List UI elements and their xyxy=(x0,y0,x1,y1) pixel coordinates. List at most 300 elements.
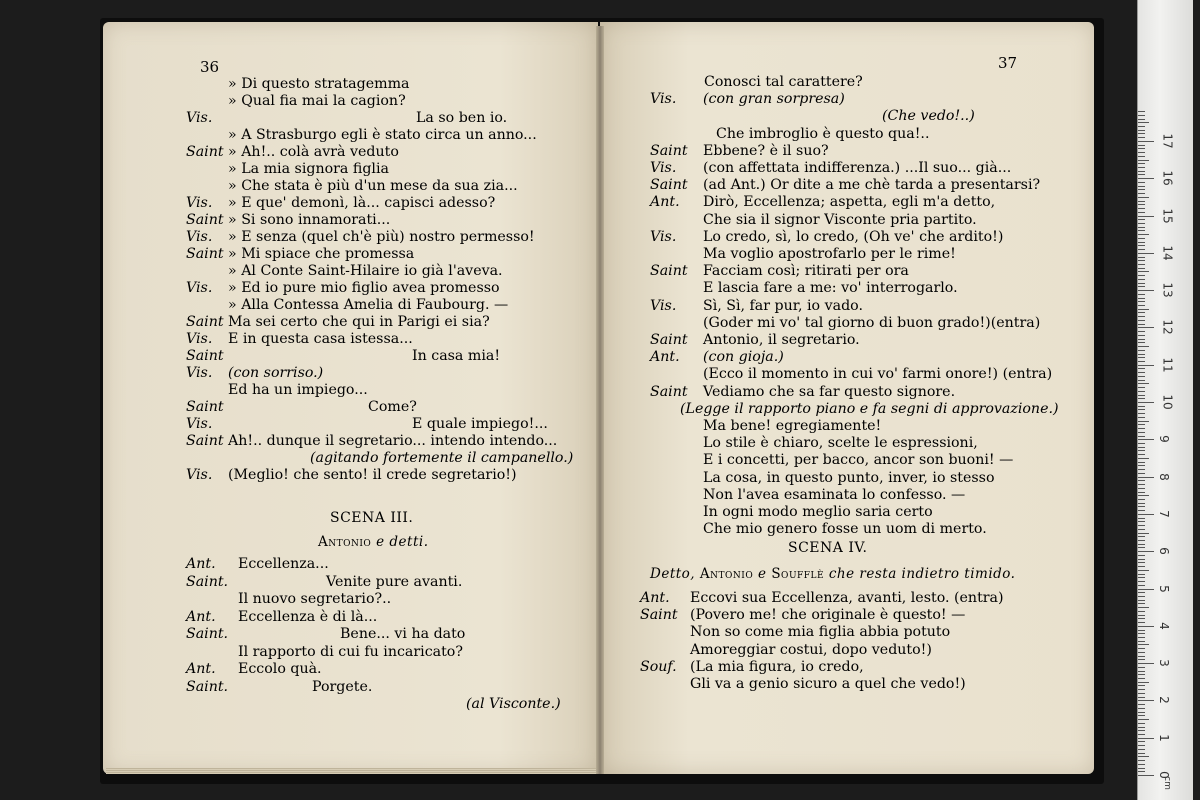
dialogue-line: » Ed io pure mio figlio avea promesso xyxy=(228,280,500,296)
ruler-tick xyxy=(1138,503,1145,504)
ruler-tick xyxy=(1138,242,1145,243)
ruler-tick xyxy=(1138,585,1145,586)
dialogue-line: » E que' demonì, là... capisci adesso? xyxy=(228,195,496,211)
ruler-tick xyxy=(1138,514,1154,515)
ruler-tick xyxy=(1138,294,1145,295)
dialogue-line: » Ah!.. colà avrà veduto xyxy=(228,144,399,160)
ruler-tick xyxy=(1138,663,1154,664)
speaker-label: Vis. xyxy=(186,229,213,245)
dialogue-line: Che imbroglio è questo qua!.. xyxy=(716,125,930,142)
ruler-tick xyxy=(1138,749,1145,750)
ruler-tick xyxy=(1138,160,1149,161)
speaker-label: Vis. xyxy=(650,297,677,314)
dialogue-line: Ebbene? è il suo? xyxy=(703,142,829,159)
ruler-tick xyxy=(1138,495,1149,496)
dialogue-line: In ogni modo meglio saria certo xyxy=(703,504,933,520)
ruler-tick xyxy=(1138,234,1149,235)
ruler-tick xyxy=(1138,596,1145,597)
ruler-tick xyxy=(1138,122,1149,123)
ruler-label: 7 xyxy=(1156,510,1171,518)
ruler-tick xyxy=(1138,715,1145,716)
ruler-tick xyxy=(1138,589,1154,590)
ruler-tick xyxy=(1138,421,1149,422)
dialogue-line: Non so come mia figlia abbia potuto xyxy=(690,624,951,641)
ruler-tick xyxy=(1138,387,1145,388)
ruler-tick xyxy=(1138,216,1154,217)
ruler-tick xyxy=(1138,283,1145,284)
ruler-tick xyxy=(1138,137,1145,138)
dialogue-line: (con gioja.) xyxy=(703,349,784,366)
ruler-tick xyxy=(1138,357,1145,358)
ruler-tick xyxy=(1138,551,1154,552)
cast-e: e xyxy=(758,566,767,582)
ruler-tick xyxy=(1138,350,1145,351)
ruler-tick xyxy=(1138,626,1154,627)
ruler-tick xyxy=(1138,413,1145,414)
speaker-label: Saint xyxy=(186,144,224,160)
cast-antonio: Antonio xyxy=(318,534,372,550)
ruler-tick xyxy=(1138,376,1145,377)
ruler-tick xyxy=(1138,462,1145,463)
ruler-tick xyxy=(1138,133,1145,134)
dialogue-line: » Qual fia mai la cagion? xyxy=(228,93,406,109)
ruler-tick xyxy=(1138,641,1145,642)
ruler-tick xyxy=(1138,540,1145,541)
ruler-tick xyxy=(1138,119,1145,120)
cast-detto: Detto, xyxy=(650,566,696,582)
dialogue-line: Dirò, Eccellenza; aspetta, egli m'a detto, xyxy=(703,194,996,211)
dialogue-line: (Meglio! che sento! il crede segretario!) xyxy=(228,467,517,483)
speaker-label: Souf. xyxy=(640,658,677,675)
dialogue-line: (Povero me! che originale è questo! — xyxy=(690,607,966,624)
ruler-tick xyxy=(1138,764,1145,765)
ruler-tick xyxy=(1138,391,1145,392)
ruler-tick xyxy=(1138,197,1149,198)
ruler-tick xyxy=(1138,279,1145,280)
cast-detti: e detti. xyxy=(376,534,429,550)
ruler-tick xyxy=(1138,734,1145,735)
ruler-tick xyxy=(1138,630,1145,631)
dialogue-line: » Che stata è più d'un mese da sua zia... xyxy=(228,178,518,194)
cast-antonio-r: Antonio xyxy=(699,566,754,582)
ruler-tick xyxy=(1138,488,1145,489)
ruler-tick xyxy=(1138,201,1145,202)
ruler-tick xyxy=(1138,130,1145,131)
dialogue-line: E lascia fare a me: vo' interrogarlo. xyxy=(703,280,958,297)
dialogue-line: Bene... vi ha dato xyxy=(340,626,466,642)
speaker-label: Saint xyxy=(186,246,224,262)
ruler-tick xyxy=(1138,417,1145,418)
dialogue-line: Ed ha un impiego... xyxy=(228,382,368,398)
ruler-tick xyxy=(1138,316,1145,317)
dialogue-line: Antonio, il segretario. xyxy=(703,332,860,348)
ruler-tick xyxy=(1138,659,1145,660)
ruler-tick xyxy=(1138,615,1145,616)
scene-title-left: SCENA III. xyxy=(330,510,414,526)
ruler-tick xyxy=(1138,450,1145,451)
speaker-label: Saint xyxy=(650,332,688,348)
ruler-tick xyxy=(1138,518,1145,519)
speaker-label: Vis. xyxy=(650,160,677,176)
ruler-tick xyxy=(1138,689,1145,690)
dialogue-line: » Al Conte Saint-Hilaire io già l'aveva. xyxy=(228,263,503,279)
dialogue-line: Come? xyxy=(368,399,417,415)
ruler-tick xyxy=(1138,771,1145,772)
ruler-tick xyxy=(1138,693,1145,694)
dialogue-line: (agitando fortemente il campanello.) xyxy=(310,450,574,466)
ruler-tick xyxy=(1138,320,1145,321)
dialogue-line: » E senza (quel ch'è più) nostro permesso! xyxy=(228,229,535,245)
ruler-tick xyxy=(1138,432,1145,433)
speaker-label: Ant. xyxy=(186,556,216,572)
ruler-tick xyxy=(1138,372,1145,373)
speaker-label: Vis. xyxy=(186,331,213,347)
dialogue-line: (con gran sorpresa) xyxy=(703,91,845,108)
page-edges xyxy=(106,768,596,774)
speaker-label: Vis. xyxy=(186,110,213,126)
ruler-tick xyxy=(1138,115,1145,116)
dialogue-line: Il nuovo segretario?.. xyxy=(238,591,392,607)
dialogue-line: Che sia il signor Visconte pria partito. xyxy=(703,211,977,228)
dialogue-line: Ma bene! egregiamente! xyxy=(703,418,882,434)
dialogue-line: » A Strasburgo egli è stato circa un anno... xyxy=(228,127,537,143)
ruler-tick xyxy=(1138,257,1145,258)
ruler-label: 17 xyxy=(1160,133,1175,149)
ruler-tick xyxy=(1138,704,1145,705)
dialogue-line: (al Visconte.) xyxy=(466,696,561,712)
dialogue-line: Eccellenza... xyxy=(238,556,329,572)
dialogue-line: In casa mia! xyxy=(412,348,501,364)
ruler-label: 11 xyxy=(1160,357,1175,373)
ruler-tick xyxy=(1138,275,1145,276)
dialogue-line: (ad Ant.) Or dite a me chè tarda a presentarsi? xyxy=(703,177,1041,194)
speaker-label: Vis. xyxy=(186,195,213,211)
dialogue-line: Vediamo che sa far questo signore. xyxy=(703,383,956,400)
ruler-tick xyxy=(1138,477,1154,478)
dialogue-line: » La mia signora figlia xyxy=(228,161,389,177)
ruler-label: 4 xyxy=(1156,621,1171,630)
dialogue-line: Ah!.. dunque il segretario... intendo intendo... xyxy=(228,433,558,449)
ruler-tick xyxy=(1138,741,1145,742)
ruler-tick xyxy=(1138,592,1145,593)
ruler-label: 16 xyxy=(1160,170,1175,186)
ruler-tick xyxy=(1138,756,1149,757)
ruler-tick xyxy=(1138,346,1149,347)
ruler-label: 13 xyxy=(1160,282,1175,298)
ruler-label: 8 xyxy=(1156,472,1171,481)
ruler-tick xyxy=(1138,753,1145,754)
ruler-tick xyxy=(1138,189,1145,190)
ruler-tick xyxy=(1138,439,1154,440)
ruler-tick xyxy=(1138,249,1145,250)
ruler-tick xyxy=(1138,354,1145,355)
ruler-tick xyxy=(1138,562,1145,563)
ruler-label: 5 xyxy=(1156,584,1171,593)
ruler-tick xyxy=(1138,458,1149,459)
ruler-label: 2 xyxy=(1156,696,1171,705)
ruler-tick xyxy=(1138,682,1149,683)
dialogue-line: Ma sei certo che qui in Parigi ei sia? xyxy=(228,314,490,330)
ruler-tick xyxy=(1138,365,1154,366)
ruler-tick xyxy=(1138,547,1145,548)
page-number-right: 37 xyxy=(998,54,1018,72)
ruler-tick xyxy=(1138,674,1145,675)
ruler-tick xyxy=(1138,480,1145,481)
ruler-tick xyxy=(1138,286,1145,287)
ruler-tick xyxy=(1138,260,1145,261)
dialogue-line: E quale impiego!... xyxy=(412,416,548,432)
ruler-tick xyxy=(1138,697,1145,698)
ruler-tick xyxy=(1138,290,1154,291)
dialogue-line: Amoreggiar costui, dopo veduto!) xyxy=(690,641,932,658)
speaker-label: Ant. xyxy=(186,608,216,625)
speaker-label: Saint xyxy=(186,212,224,228)
dialogue-line: Conosci tal carattere? xyxy=(704,74,863,90)
dialogue-line: Facciam così; ritirati per ora xyxy=(703,263,909,280)
ruler-tick xyxy=(1138,484,1145,485)
speaker-label: Saint xyxy=(640,607,678,624)
dialogue-line: Il rapporto di cui fu incaricato? xyxy=(238,643,463,660)
ruler-tick xyxy=(1138,298,1145,299)
ruler-tick xyxy=(1138,473,1145,474)
ruler-tick xyxy=(1138,708,1145,709)
ruler-tick xyxy=(1138,227,1145,228)
ruler-tick xyxy=(1138,406,1145,407)
ruler-tick xyxy=(1138,324,1145,325)
ruler-tick xyxy=(1138,447,1145,448)
ruler-tick xyxy=(1138,148,1145,149)
ruler-tick xyxy=(1138,395,1145,396)
ruler-tick xyxy=(1138,648,1145,649)
ruler-label: 14 xyxy=(1160,245,1175,261)
ruler-tick xyxy=(1138,443,1145,444)
ruler-unit: cm xyxy=(1161,776,1172,790)
ruler-tick xyxy=(1138,559,1145,560)
ruler-tick xyxy=(1138,637,1145,638)
ruler-tick xyxy=(1138,454,1145,455)
ruler-tick xyxy=(1138,521,1145,522)
speaker-label: Saint xyxy=(186,433,224,449)
ruler-tick xyxy=(1138,212,1145,213)
ruler-tick xyxy=(1138,671,1145,672)
ruler-tick xyxy=(1138,529,1145,530)
speaker-label: Saint xyxy=(650,177,688,194)
ruler-tick xyxy=(1138,533,1149,534)
speaker-label: Vis. xyxy=(186,416,213,432)
ruler-label: 0 xyxy=(1156,771,1171,779)
ruler-tick xyxy=(1138,536,1145,537)
ruler-tick xyxy=(1138,577,1145,578)
ruler-tick xyxy=(1138,141,1154,142)
dialogue-line: Eccellenza è di là... xyxy=(238,608,378,625)
ruler-tick xyxy=(1138,167,1145,168)
ruler-tick xyxy=(1138,566,1145,567)
dialogue-line: » Di questo stratagemma xyxy=(228,76,410,92)
dialogue-line: Venite pure avanti. xyxy=(326,573,463,590)
dialogue-line: E i concetti, per bacco, ancor son buoni! — xyxy=(703,452,1014,469)
ruler-tick xyxy=(1138,309,1149,310)
ruler-tick xyxy=(1138,204,1145,205)
ruler-tick xyxy=(1138,380,1145,381)
ruler-tick xyxy=(1138,555,1145,556)
ruler-tick xyxy=(1138,499,1145,500)
speaker-label: Vis. xyxy=(650,228,677,245)
dialogue-line: Sì, Sì, far pur, io vado. xyxy=(703,297,863,314)
dialogue-line: (Che vedo!..) xyxy=(882,108,975,125)
ruler-tick xyxy=(1138,544,1145,545)
dialogue-line: (Goder mi vo' tal giorno di buon grado!)(entra) xyxy=(703,314,1041,331)
ruler-label: 12 xyxy=(1160,319,1175,336)
dialogue-line: (Ecco il momento in cui vo' farmi onore!) (entra) xyxy=(703,366,1053,383)
ruler-tick xyxy=(1138,656,1145,657)
ruler-tick xyxy=(1138,219,1145,220)
dialogue-line: Porgete. xyxy=(312,678,373,695)
ruler-tick xyxy=(1138,327,1154,328)
ruler-tick xyxy=(1138,331,1145,332)
ruler-tick xyxy=(1138,268,1145,269)
speaker-label: Saint xyxy=(650,263,688,280)
ruler-tick xyxy=(1138,618,1145,619)
ruler-tick xyxy=(1138,174,1145,175)
ruler-tick xyxy=(1138,492,1145,493)
ruler-tick xyxy=(1138,156,1145,157)
ruler-tick xyxy=(1138,253,1154,254)
ruler-label: 6 xyxy=(1156,547,1171,556)
ruler-tick xyxy=(1138,469,1145,470)
dialogue-line: Eccolo quà. xyxy=(238,661,322,677)
ruler-tick xyxy=(1138,738,1154,739)
ruler-tick xyxy=(1138,525,1145,526)
dialogue-line: E in questa casa istessa... xyxy=(228,331,413,347)
speaker-label: Saint. xyxy=(186,573,229,590)
ruler-tick xyxy=(1138,768,1145,769)
speaker-label: Saint. xyxy=(186,626,229,642)
dialogue-line: Che mio genero fosse un uom di merto. xyxy=(703,521,987,538)
ruler-tick xyxy=(1138,230,1145,231)
dialogue-line: Lo credo, sì, lo credo, (Oh ve' che ardito!) xyxy=(703,228,1004,245)
dialogue-line: Non l'avea esaminata lo confesso. — xyxy=(703,486,966,503)
speaker-label: Ant. xyxy=(650,194,680,211)
ruler-tick xyxy=(1138,611,1145,612)
ruler-tick xyxy=(1138,312,1145,313)
ruler-tick xyxy=(1138,163,1145,164)
dialogue-line: (Legge il rapporto piano e fa segni di approvazione.) xyxy=(680,400,1059,417)
speaker-label: Saint xyxy=(650,383,688,400)
dialogue-line: » Alla Contessa Amelia di Faubourg. — xyxy=(228,297,509,313)
ruler-tick xyxy=(1138,510,1145,511)
speaker-label: Saint xyxy=(186,399,224,415)
cast-souffle: Soufflè xyxy=(771,566,825,582)
ruler-tick xyxy=(1138,361,1145,362)
ruler-tick xyxy=(1138,398,1145,399)
ruler-tick xyxy=(1138,622,1145,623)
dialogue-line: La so ben io. xyxy=(416,110,508,126)
ruler-tick xyxy=(1138,305,1145,306)
ruler-tick xyxy=(1138,238,1145,239)
ruler-tick xyxy=(1138,126,1145,127)
dialogue-line: Eccovi sua Eccellenza, avanti, lesto. (entra) xyxy=(690,590,1004,606)
speaker-label: Ant. xyxy=(640,590,670,606)
ruler-label: 10 xyxy=(1160,394,1175,410)
ruler-tick xyxy=(1138,652,1145,653)
dialogue-line: (con sorriso.) xyxy=(228,365,324,381)
ruler-tick xyxy=(1138,678,1145,679)
ruler-tick xyxy=(1138,727,1145,728)
ruler-label: 1 xyxy=(1156,733,1171,742)
ruler-tick xyxy=(1138,383,1149,384)
ruler-tick xyxy=(1138,570,1149,571)
ruler-tick xyxy=(1138,223,1145,224)
measuring-ruler xyxy=(1137,0,1193,800)
ruler-tick xyxy=(1138,775,1154,776)
speaker-label: Saint xyxy=(186,348,224,364)
dialogue-line: » Mi spiace che promessa xyxy=(228,246,415,262)
ruler-tick xyxy=(1138,409,1145,410)
ruler-tick xyxy=(1138,700,1154,701)
ruler-tick xyxy=(1138,271,1149,272)
dialogue-line: La cosa, in questo punto, inver, io stesso xyxy=(703,469,995,486)
dialogue-line: (La mia figura, io credo, xyxy=(690,658,864,675)
ruler-tick xyxy=(1138,574,1145,575)
scene-title-right: SCENA IV. xyxy=(788,540,868,556)
ruler-tick xyxy=(1138,301,1145,302)
ruler-label: 9 xyxy=(1156,435,1171,444)
ruler-tick xyxy=(1138,644,1149,645)
ruler-tick xyxy=(1138,600,1145,601)
ruler-tick xyxy=(1138,719,1149,720)
ruler-tick xyxy=(1138,402,1154,403)
ruler-tick xyxy=(1138,581,1145,582)
ruler-tick xyxy=(1138,685,1145,686)
ruler-label: 15 xyxy=(1160,207,1175,224)
cast-note: che resta indietro timido. xyxy=(828,566,1016,582)
ruler-tick xyxy=(1138,745,1145,746)
ruler-tick xyxy=(1138,145,1145,146)
ruler-tick xyxy=(1138,245,1145,246)
ruler-tick xyxy=(1138,465,1145,466)
scene-cast-left xyxy=(318,534,429,550)
ruler-tick xyxy=(1138,335,1145,336)
ruler-tick xyxy=(1138,171,1145,172)
ruler-tick xyxy=(1138,208,1145,209)
dialogue-line: Gli va a genio sicuro a quel che vedo!) xyxy=(690,676,966,692)
ruler-tick xyxy=(1138,424,1145,425)
speaker-label: Vis. xyxy=(186,467,213,483)
ruler-tick xyxy=(1138,607,1149,608)
page-number-left: 36 xyxy=(200,58,220,76)
ruler-tick xyxy=(1138,342,1145,343)
book-gutter xyxy=(596,26,604,774)
speaker-label: Ant. xyxy=(650,349,680,366)
ruler-tick xyxy=(1138,182,1145,183)
ruler-tick xyxy=(1138,264,1145,265)
dialogue-line: » Si sono innamorati... xyxy=(228,212,391,228)
ruler-tick xyxy=(1138,152,1145,153)
ruler-tick xyxy=(1138,428,1145,429)
speaker-label: Saint xyxy=(650,142,688,159)
dialogue-line: Ma voglio apostrofarlo per le rime! xyxy=(703,246,956,262)
scene-cast-right xyxy=(650,566,1015,582)
speaker-label: Saint. xyxy=(186,678,229,695)
ruler-tick xyxy=(1138,368,1145,369)
ruler-tick xyxy=(1138,633,1145,634)
ruler-tick xyxy=(1138,667,1145,668)
speaker-label: Saint xyxy=(186,314,224,330)
dialogue-line: (con affettata indifferenza.) ...Il suo... già... xyxy=(703,160,1012,176)
ruler-tick xyxy=(1138,193,1145,194)
speaker-label: Vis. xyxy=(186,365,213,381)
ruler-tick xyxy=(1138,760,1145,761)
